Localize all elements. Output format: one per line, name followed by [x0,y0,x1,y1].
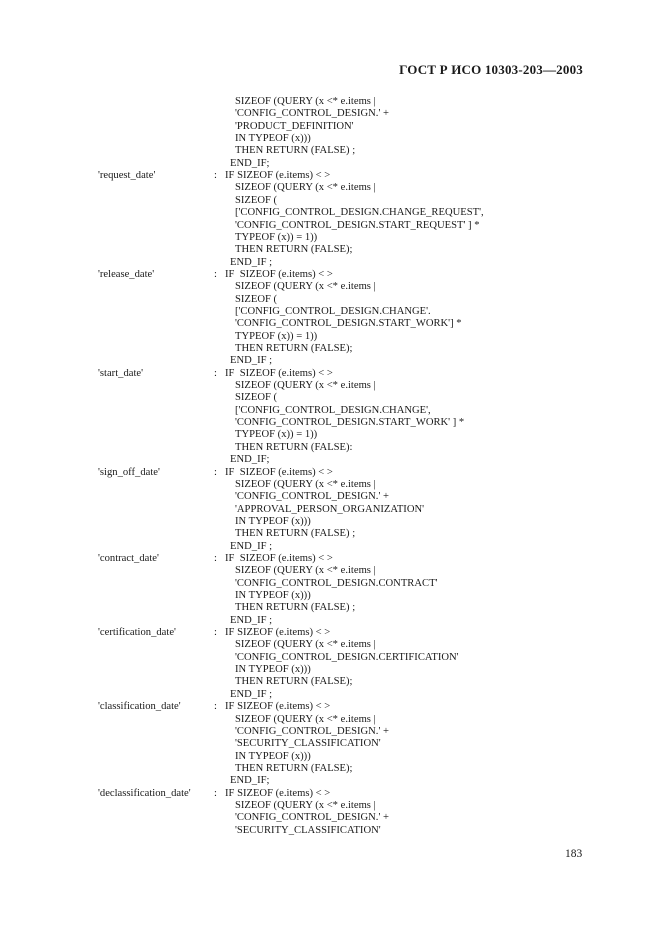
code-line: SIZEOF (QUERY (x <* e.items | [235,639,376,650]
code-line: SIZEOF (QUERY (x <* e.items | [235,565,376,576]
code-line: IN TYPEOF (x))) [235,516,311,527]
code-line: END_IF ; [230,257,273,268]
code-line: ['CONFIG_CONTROL_DESIGN.CHANGE', [235,405,431,416]
code-line: THEN RETURN (FALSE); [235,343,353,354]
code-line: END_IF ; [230,689,273,700]
attribute-label: 'request_date' [98,170,156,181]
code-line: END_IF; [230,158,270,169]
code-line: IN TYPEOF (x))) [235,590,311,601]
page-number: 183 [565,848,583,860]
attribute-label: 'classification_date' [98,701,181,712]
code-line: END_IF ; [230,355,273,366]
attribute-label: 'declassification_date' [98,788,191,799]
colon-separator: : [214,701,217,712]
code-line: IF SIZEOF (e.items) < > [225,368,333,379]
code-line: SIZEOF ( [235,195,278,206]
code-line: 'PRODUCT_DEFINITION' [235,121,354,132]
code-line: END_IF ; [230,615,273,626]
code-line: IF SIZEOF (e.items) < > [225,553,333,564]
code-line: SIZEOF (QUERY (x <* e.items | [235,182,376,193]
code-line: TYPEOF (x)) = 1)) [235,331,318,342]
code-line: IF SIZEOF (e.items) < > [225,788,331,799]
code-line: 'CONFIG_CONTROL_DESIGN.CONTRACT' [235,578,438,589]
code-line: 'CONFIG_CONTROL_DESIGN.' + [235,726,389,737]
code-line: IF SIZEOF (e.items) < > [225,627,331,638]
code-line: TYPEOF (x)) = 1)) [235,232,318,243]
attribute-label: 'start_date' [98,368,143,379]
code-line: THEN RETURN (FALSE): [235,442,353,453]
code-line: THEN RETURN (FALSE) ; [235,602,356,613]
code-line: SIZEOF (QUERY (x <* e.items | [235,281,376,292]
code-line: 'CONFIG_CONTROL_DESIGN.START_WORK'] * [235,318,462,329]
code-line: SIZEOF (QUERY (x <* e.items | [235,380,376,391]
colon-separator: : [214,269,217,280]
code-line: SIZEOF (QUERY (x <* e.items | [235,479,376,490]
standard-header: ГОСТ Р ИСО 10303-203—2003 [399,62,583,77]
code-line: THEN RETURN (FALSE); [235,244,353,255]
code-line: IF SIZEOF (e.items) < > [225,701,331,712]
code-line: 'CONFIG_CONTROL_DESIGN.' + [235,491,389,502]
code-line: THEN RETURN (FALSE) ; [235,528,356,539]
colon-separator: : [214,368,217,379]
code-line: THEN RETURN (FALSE); [235,763,353,774]
code-line: SIZEOF ( [235,392,278,403]
attribute-label: 'release_date' [98,269,155,280]
code-line: ['CONFIG_CONTROL_DESIGN.CHANGE_REQUEST', [235,207,484,218]
colon-separator: : [214,788,217,799]
code-line: SIZEOF (QUERY (x <* e.items | [235,96,376,107]
code-line: 'CONFIG_CONTROL_DESIGN.CERTIFICATION' [235,652,459,663]
code-line: SIZEOF (QUERY (x <* e.items | [235,800,376,811]
code-line: IN TYPEOF (x))) [235,133,311,144]
code-line: 'CONFIG_CONTROL_DESIGN.' + [235,812,389,823]
code-line: 'CONFIG_CONTROL_DESIGN.START_REQUEST' ] * [235,220,480,231]
attribute-label: 'contract_date' [98,553,159,564]
attribute-label: 'sign_off_date' [98,467,160,478]
code-line: IF SIZEOF (e.items) < > [225,269,333,280]
code-line: THEN RETURN (FALSE); [235,676,353,687]
colon-separator: : [214,170,217,181]
code-line: IF SIZEOF (e.items) < > [225,170,331,181]
code-line: 'SECURITY_CLASSIFICATION' [235,738,381,749]
code-line: 'CONFIG_CONTROL_DESIGN.' + [235,108,389,119]
code-line: IN TYPEOF (x))) [235,664,311,675]
code-line: END_IF ; [230,541,273,552]
code-line: 'CONFIG_CONTROL_DESIGN.START_WORK' ] * [235,417,465,428]
code-line: END_IF; [230,775,270,786]
attribute-label: 'certification_date' [98,627,176,638]
code-line: IN TYPEOF (x))) [235,751,311,762]
code-line: 'APPROVAL_PERSON_ORGANIZATION' [235,504,425,515]
code-line: IF SIZEOF (e.items) < > [225,467,333,478]
code-line: SIZEOF (QUERY (x <* e.items | [235,714,376,725]
code-line: END_IF; [230,454,270,465]
code-line: SIZEOF ( [235,294,278,305]
code-line: TYPEOF (x)) = 1)) [235,429,318,440]
colon-separator: : [214,627,217,638]
colon-separator: : [214,467,217,478]
colon-separator: : [214,553,217,564]
code-line: THEN RETURN (FALSE) ; [235,145,356,156]
code-line: 'SECURITY_CLASSIFICATION' [235,825,381,836]
code-line: ['CONFIG_CONTROL_DESIGN.CHANGE'. [235,306,431,317]
